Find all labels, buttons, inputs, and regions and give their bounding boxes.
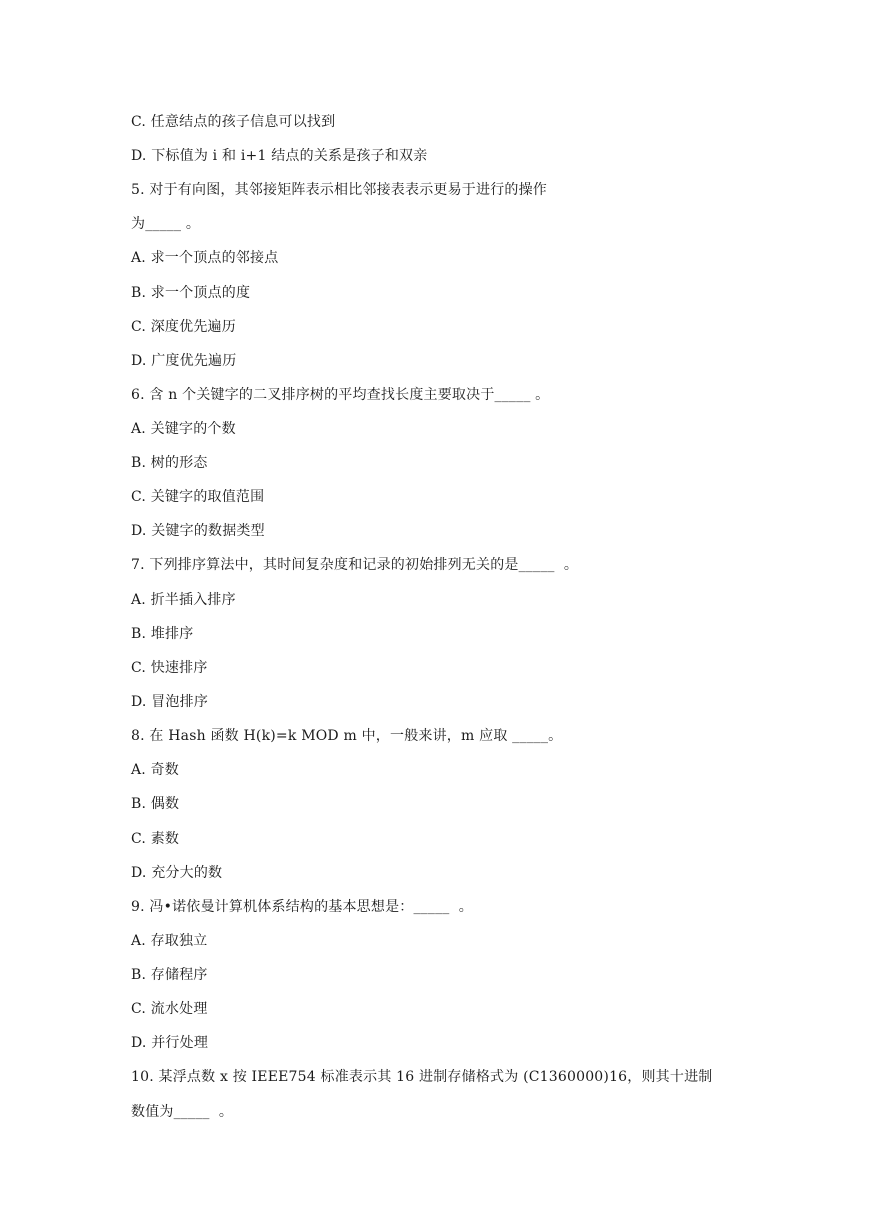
option-d-q9: D. 并行处理 <box>131 1035 209 1051</box>
option-a-q9: A. 存取独立 <box>131 933 208 949</box>
option-b-q9: B. 存储程序 <box>131 967 208 983</box>
option-c-q9: C. 流水处理 <box>131 1001 208 1017</box>
question-7: 7. 下列排序算法中，其时间复杂度和记录的初始排列无关的是_____ 。 <box>131 557 579 573</box>
option-a-q8: A. 奇数 <box>131 762 180 778</box>
option-c-q8: C. 素数 <box>131 831 180 847</box>
option-d-q5: D. 广度优先遍历 <box>131 353 237 369</box>
question-9: 9. 冯•诺依曼计算机体系结构的基本思想是：_____ 。 <box>131 899 473 915</box>
option-d-q6: D. 关键字的数据类型 <box>131 523 265 539</box>
question-10: 10. 某浮点数 x 按 IEEE754 标准表示其 16 进制存储格式为 (C1360000)16，则其十进制 <box>131 1069 713 1085</box>
question-5-continued: 为_____ 。 <box>131 216 201 232</box>
question-8: 8. 在 Hash 函数 H(k)=k MOD m 中，一般来讲，m 应取 _____。 <box>131 728 563 744</box>
option-d-q7: D. 冒泡排序 <box>131 694 209 710</box>
question-5: 5. 对于有向图，其邻接矩阵表示相比邻接表表示更易于进行的操作 <box>131 182 548 198</box>
option-b-q5: B. 求一个顶点的度 <box>131 285 251 301</box>
question-6: 6. 含 n 个关键字的二叉排序树的平均查找长度主要取决于_____ 。 <box>131 387 550 403</box>
option-b-q8: B. 偶数 <box>131 796 180 812</box>
option-c-q5: C. 深度优先遍历 <box>131 319 236 335</box>
option-a-q6: A. 关键字的个数 <box>131 421 236 437</box>
option-c-q7: C. 快速排序 <box>131 660 208 676</box>
question-10-continued: 数值为_____ 。 <box>131 1104 234 1120</box>
option-b-q7: B. 堆排序 <box>131 626 194 642</box>
option-a-q5: A. 求一个顶点的邻接点 <box>131 250 279 266</box>
option-c-q4: C. 任意结点的孩子信息可以找到 <box>131 114 336 130</box>
option-d-q8: D. 充分大的数 <box>131 865 223 881</box>
option-c-q6: C. 关键字的取值范围 <box>131 489 265 505</box>
option-d-q4: D. 下标值为 i 和 i+1 结点的关系是孩子和双亲 <box>131 148 428 164</box>
option-a-q7: A. 折半插入排序 <box>131 592 236 608</box>
option-b-q6: B. 树的形态 <box>131 455 208 471</box>
